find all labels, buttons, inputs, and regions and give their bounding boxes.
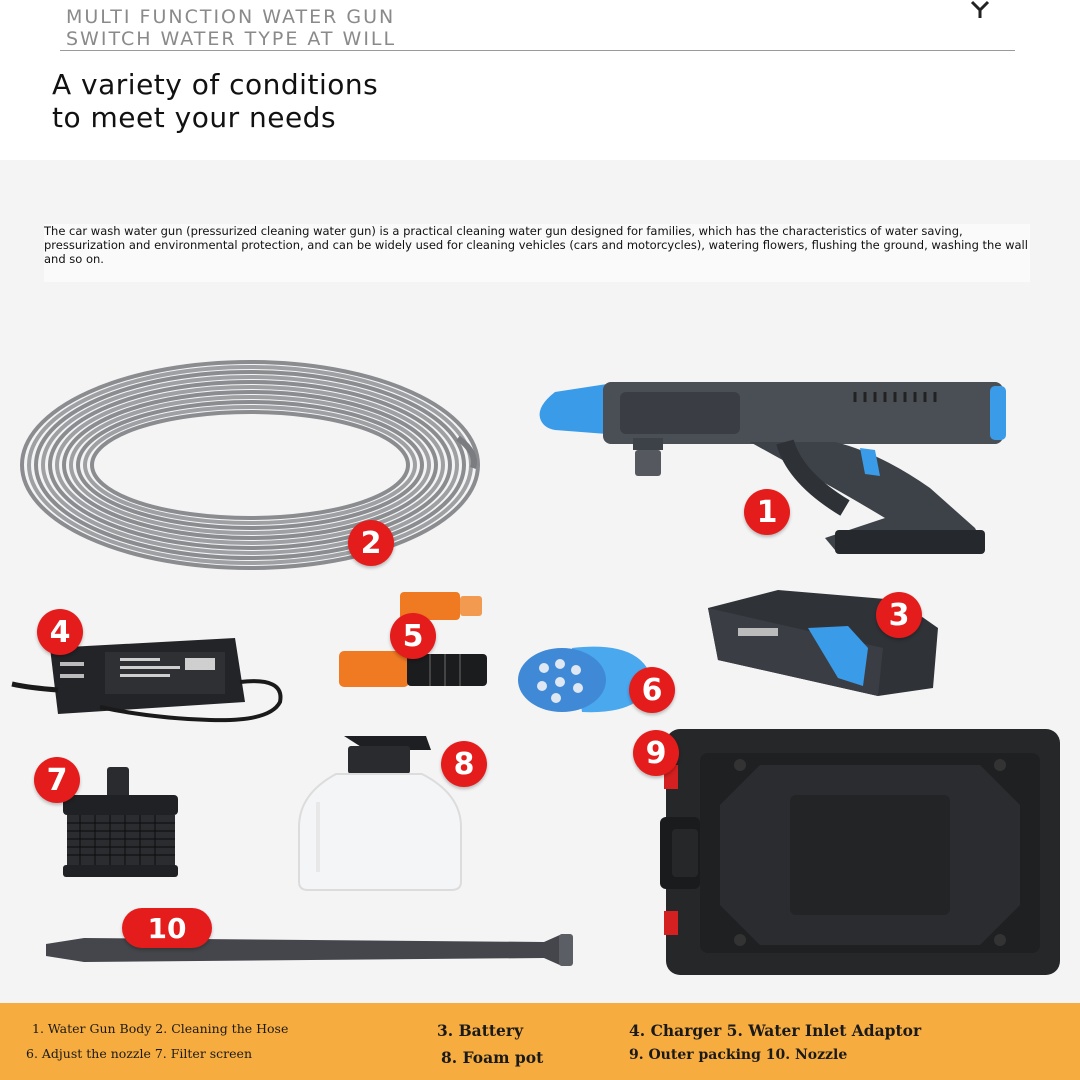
page-headline <box>52 68 378 134</box>
legend-col2-line2: 8. Foam pot <box>441 1048 544 1067</box>
header-subtitle-line1: MULTI FUNCTION WATER GUN <box>66 6 396 28</box>
product-description: The car wash water gun (pressurized cleaning water gun) is a practical cleaning water gun designed for families, which has the characteristics of water saving, pressurization and environmental protection, and can be widely used for cleaning vehicles (cars and motorcycles), watering flowers, flushing the ground, washing the wall and so on. <box>44 224 1030 282</box>
legend-col3-line1: 4. Charger 5. Water Inlet Adaptor <box>629 1021 922 1040</box>
badge-3: 3 <box>876 592 922 638</box>
badge-4: 4 <box>37 609 83 655</box>
legend-col1-line2: 6. Adjust the nozzle 7. Filter screen <box>26 1046 253 1061</box>
outer-packing-case-image <box>660 725 1065 980</box>
legend-col1-line1: 1. Water Gun Body 2. Cleaning the Hose <box>32 1021 289 1036</box>
badge-10: 10 <box>122 908 212 948</box>
badge-8: 8 <box>441 741 487 787</box>
legend-footer <box>0 1003 1080 1080</box>
legend-col2-line1: 3. Battery <box>437 1021 524 1040</box>
header-divider <box>60 50 1015 51</box>
badge-6: 6 <box>629 667 675 713</box>
badge-7: 7 <box>34 757 80 803</box>
badge-9: 9 <box>633 730 679 776</box>
header-subtitle-line2: SWITCH WATER TYPE AT WILL <box>66 28 397 50</box>
badge-2: 2 <box>348 520 394 566</box>
headline-line2: to meet your needs <box>52 101 337 134</box>
headline-line1: A variety of conditions <box>52 68 379 101</box>
hose-coil-image <box>18 358 483 573</box>
badge-5: 5 <box>390 613 436 659</box>
foam-pot-image <box>296 732 464 892</box>
brand-logo-icon <box>950 0 1010 20</box>
badge-1: 1 <box>744 489 790 535</box>
legend-col3-line2: 9. Outer packing 10. Nozzle <box>629 1047 848 1063</box>
